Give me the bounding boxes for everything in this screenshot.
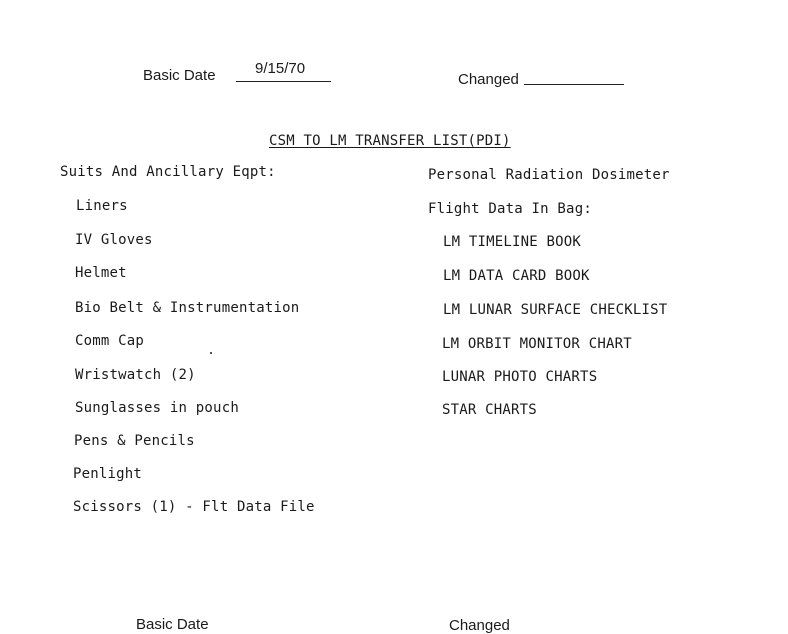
footer-changed-label: Changed [449,617,510,634]
list-item: LM LUNAR SURFACE CHECKLIST [443,302,668,318]
list-item: Pens & Pencils [74,433,195,449]
list-item: LM ORBIT MONITOR CHART [442,336,632,352]
list-item: Scissors (1) - Flt Data File [73,499,315,515]
list-item: Liners [76,198,128,214]
list-item: Penlight [73,466,143,482]
suits-heading: Suits And Ancillary Eqpt: [60,164,276,180]
scan-speck [210,352,212,354]
basic-date-label: Basic Date [143,67,216,84]
basic-date-underline [236,81,331,82]
list-item: LUNAR PHOTO CHARTS [442,369,598,385]
list-item: LM DATA CARD BOOK [443,268,590,284]
list-item: Bio Belt & Instrumentation [75,300,300,316]
document-title: CSM TO LM TRANSFER LIST(PDI) [269,133,511,149]
changed-label: Changed [458,71,519,88]
flight-data-bag-heading: Flight Data In Bag: [428,201,592,217]
list-item: Wristwatch (2) [75,367,196,383]
list-item: Comm Cap [75,333,145,349]
list-item: IV Gloves [75,232,153,248]
list-item: Sunglasses in pouch [75,400,239,416]
footer-basic-date-label: Basic Date [136,616,209,633]
list-item: STAR CHARTS [442,402,537,418]
changed-blank-line [524,84,624,85]
list-item: Helmet [75,265,127,281]
basic-date-value: 9/15/70 [255,60,306,77]
list-item: LM TIMELINE BOOK [443,234,582,250]
dosimeter-item: Personal Radiation Dosimeter [428,167,670,183]
